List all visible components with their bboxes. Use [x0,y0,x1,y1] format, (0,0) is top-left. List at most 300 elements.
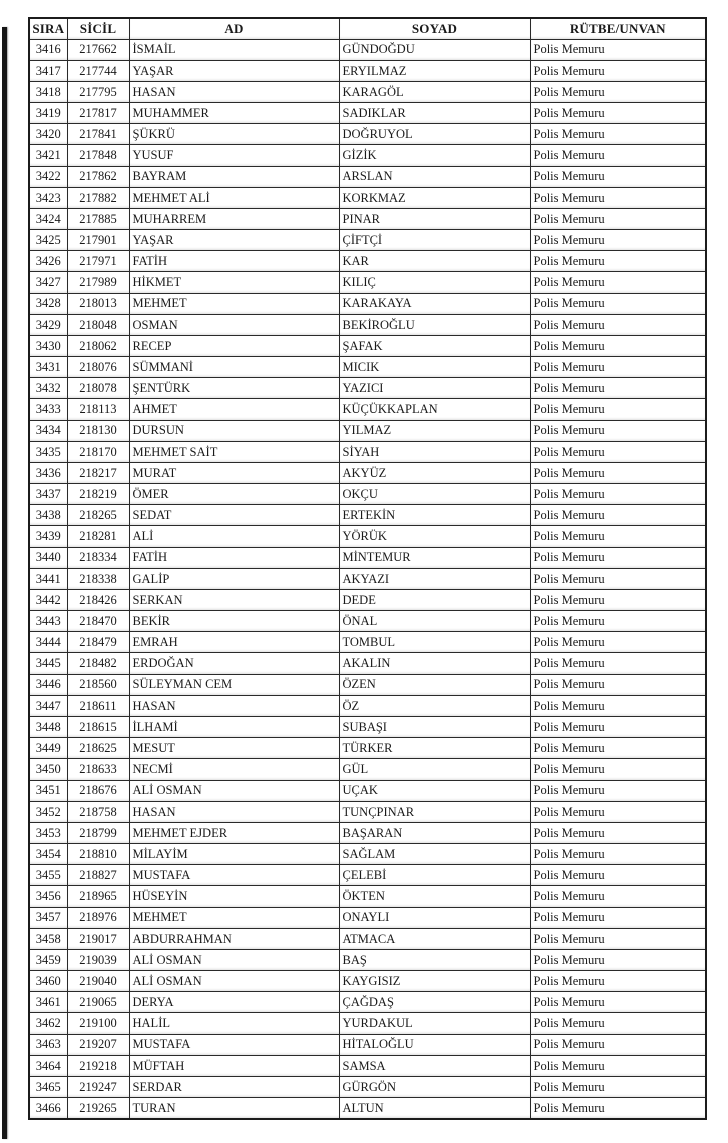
cell-rutbe: Polis Memuru [530,865,706,886]
cell-sicil: 218965 [67,886,129,907]
table-row [29,462,706,483]
cell-soyad: ÇAĞDAŞ [339,992,530,1013]
table-row [29,484,706,505]
cell-rutbe: Polis Memuru [530,717,706,738]
cell-soyad: KORKMAZ [339,187,530,208]
cell-rutbe: Polis Memuru [530,124,706,145]
cell-ad: MEHMET EJDER [129,822,339,843]
cell-rutbe: Polis Memuru [530,81,706,102]
cell-sira: 3424 [29,208,67,229]
table-row [29,399,706,420]
cell-sicil: 219017 [67,928,129,949]
table-row [29,526,706,547]
table-row [29,335,706,356]
cell-ad: EMRAH [129,632,339,653]
header-sira: SIRA [29,18,67,39]
table-row [29,293,706,314]
cell-sira: 3437 [29,484,67,505]
cell-soyad: GİZİK [339,145,530,166]
cell-ad: BEKİR [129,611,339,632]
cell-ad: FATİH [129,547,339,568]
cell-rutbe: Polis Memuru [530,103,706,124]
cell-sicil: 218633 [67,759,129,780]
cell-sicil: 218334 [67,547,129,568]
cell-ad: İLHAMİ [129,717,339,738]
cell-ad: MİLAYİM [129,844,339,865]
cell-sicil: 218799 [67,822,129,843]
cell-rutbe: Polis Memuru [530,695,706,716]
table-row [29,695,706,716]
table-row [29,1013,706,1034]
cell-ad: YAŞAR [129,60,339,81]
cell-sira: 3451 [29,780,67,801]
table-row [29,505,706,526]
cell-sira: 3457 [29,907,67,928]
cell-sira: 3465 [29,1076,67,1097]
cell-sira: 3423 [29,187,67,208]
table-row [29,780,706,801]
table-row [29,1055,706,1076]
cell-soyad: AKYAZI [339,568,530,589]
cell-sicil: 218338 [67,568,129,589]
cell-sira: 3429 [29,314,67,335]
table-row [29,632,706,653]
cell-rutbe: Polis Memuru [530,462,706,483]
table-row [29,187,706,208]
cell-rutbe: Polis Memuru [530,971,706,992]
table-row [29,230,706,251]
cell-ad: ALİ [129,526,339,547]
cell-sira: 3462 [29,1013,67,1034]
cell-soyad: ŞAFAK [339,335,530,356]
cell-sira: 3466 [29,1098,67,1119]
cell-sicil: 218479 [67,632,129,653]
cell-ad: ALİ OSMAN [129,949,339,970]
cell-sicil: 218482 [67,653,129,674]
cell-soyad: DOĞRUYOL [339,124,530,145]
cell-rutbe: Polis Memuru [530,547,706,568]
cell-ad: MEHMET SAİT [129,441,339,462]
cell-rutbe: Polis Memuru [530,1013,706,1034]
cell-rutbe: Polis Memuru [530,674,706,695]
cell-ad: İSMAİL [129,39,339,60]
cell-sira: 3458 [29,928,67,949]
header-soyad: SOYAD [339,18,530,39]
cell-soyad: DEDE [339,589,530,610]
cell-sira: 3436 [29,462,67,483]
table-row [29,145,706,166]
cell-rutbe: Polis Memuru [530,420,706,441]
cell-soyad: GÜRGÖN [339,1076,530,1097]
cell-sicil: 217862 [67,166,129,187]
cell-ad: OSMAN [129,314,339,335]
table-row [29,357,706,378]
header-ad: AD [129,18,339,39]
table-row [29,314,706,335]
cell-rutbe: Polis Memuru [530,928,706,949]
table-body [29,39,706,1119]
cell-rutbe: Polis Memuru [530,844,706,865]
cell-rutbe: Polis Memuru [530,886,706,907]
cell-ad: ÖMER [129,484,339,505]
cell-rutbe: Polis Memuru [530,293,706,314]
table-row [29,1098,706,1119]
cell-ad: ALİ OSMAN [129,780,339,801]
cell-sira: 3452 [29,801,67,822]
cell-sira: 3434 [29,420,67,441]
table-row [29,971,706,992]
cell-soyad: KARAKAYA [339,293,530,314]
cell-sicil: 217882 [67,187,129,208]
table-row [29,992,706,1013]
cell-soyad: MICIK [339,357,530,378]
cell-rutbe: Polis Memuru [530,949,706,970]
cell-soyad: SİYAH [339,441,530,462]
cell-sicil: 218217 [67,462,129,483]
cell-soyad: TUNÇPINAR [339,801,530,822]
cell-rutbe: Polis Memuru [530,992,706,1013]
table-row [29,60,706,81]
cell-sira: 3442 [29,589,67,610]
cell-sicil: 218810 [67,844,129,865]
cell-rutbe: Polis Memuru [530,399,706,420]
cell-ad: SERDAR [129,1076,339,1097]
cell-sicil: 217885 [67,208,129,229]
cell-soyad: PINAR [339,208,530,229]
cell-soyad: TÜRKER [339,738,530,759]
cell-soyad: YAZICI [339,378,530,399]
cell-ad: MEHMET [129,293,339,314]
cell-soyad: SUBAŞI [339,717,530,738]
cell-ad: GALİP [129,568,339,589]
cell-sicil: 218611 [67,695,129,716]
cell-ad: MURAT [129,462,339,483]
cell-sicil: 218170 [67,441,129,462]
cell-soyad: ÇELEBİ [339,865,530,886]
table-row [29,124,706,145]
cell-rutbe: Polis Memuru [530,907,706,928]
cell-sicil: 218048 [67,314,129,335]
header-sicil: SİCİL [67,18,129,39]
cell-soyad: BAŞARAN [339,822,530,843]
cell-rutbe: Polis Memuru [530,780,706,801]
cell-soyad: SAMSA [339,1055,530,1076]
table-row [29,272,706,293]
personnel-table [28,17,707,1120]
cell-soyad: GÜNDOĞDU [339,39,530,60]
cell-ad: MUHARREM [129,208,339,229]
cell-ad: MEHMET [129,907,339,928]
cell-sicil: 217817 [67,103,129,124]
cell-soyad: AKYÜZ [339,462,530,483]
cell-rutbe: Polis Memuru [530,187,706,208]
table-row [29,589,706,610]
cell-sicil: 217989 [67,272,129,293]
cell-sira: 3463 [29,1034,67,1055]
cell-rutbe: Polis Memuru [530,738,706,759]
cell-soyad: ALTUN [339,1098,530,1119]
cell-ad: SERKAN [129,589,339,610]
cell-sira: 3418 [29,81,67,102]
cell-rutbe: Polis Memuru [530,632,706,653]
cell-rutbe: Polis Memuru [530,335,706,356]
cell-sicil: 218076 [67,357,129,378]
cell-sicil: 218676 [67,780,129,801]
cell-ad: DERYA [129,992,339,1013]
cell-ad: ABDURRAHMAN [129,928,339,949]
table-row [29,166,706,187]
cell-sicil: 218615 [67,717,129,738]
cell-rutbe: Polis Memuru [530,378,706,399]
cell-sira: 3448 [29,717,67,738]
cell-soyad: KAYGISIZ [339,971,530,992]
cell-sira: 3446 [29,674,67,695]
cell-sicil: 217901 [67,230,129,251]
cell-sicil: 219207 [67,1034,129,1055]
cell-soyad: SAĞLAM [339,844,530,865]
cell-ad: HALİL [129,1013,339,1034]
cell-soyad: ÖKTEN [339,886,530,907]
table-row [29,568,706,589]
cell-soyad: KÜÇÜKKAPLAN [339,399,530,420]
cell-sicil: 219039 [67,949,129,970]
cell-ad: HASAN [129,801,339,822]
table-row [29,886,706,907]
cell-ad: MEHMET ALİ [129,187,339,208]
cell-soyad: ÖZ [339,695,530,716]
cell-sicil: 218976 [67,907,129,928]
cell-rutbe: Polis Memuru [530,1055,706,1076]
cell-sicil: 217971 [67,251,129,272]
cell-soyad: ERYILMAZ [339,60,530,81]
cell-sira: 3426 [29,251,67,272]
cell-rutbe: Polis Memuru [530,272,706,293]
cell-ad: MUSTAFA [129,865,339,886]
cell-sira: 3445 [29,653,67,674]
cell-sicil: 219040 [67,971,129,992]
table-row [29,717,706,738]
cell-sira: 3431 [29,357,67,378]
table-row [29,674,706,695]
cell-sicil: 217662 [67,39,129,60]
cell-rutbe: Polis Memuru [530,314,706,335]
cell-soyad: UÇAK [339,780,530,801]
cell-ad: YUSUF [129,145,339,166]
cell-rutbe: Polis Memuru [530,505,706,526]
cell-ad: TURAN [129,1098,339,1119]
cell-sira: 3441 [29,568,67,589]
cell-soyad: MİNTEMUR [339,547,530,568]
cell-sicil: 218758 [67,801,129,822]
scan-edge-artifact [2,27,7,1139]
table-row [29,81,706,102]
table-row [29,251,706,272]
cell-sira: 3432 [29,378,67,399]
cell-sira: 3439 [29,526,67,547]
table-row [29,822,706,843]
cell-sicil: 218281 [67,526,129,547]
cell-ad: MUHAMMER [129,103,339,124]
cell-sicil: 217848 [67,145,129,166]
cell-rutbe: Polis Memuru [530,1098,706,1119]
cell-sicil: 219247 [67,1076,129,1097]
cell-rutbe: Polis Memuru [530,441,706,462]
cell-sira: 3450 [29,759,67,780]
cell-sicil: 218013 [67,293,129,314]
table-row [29,801,706,822]
cell-sira: 3422 [29,166,67,187]
cell-sira: 3417 [29,60,67,81]
cell-soyad: KAR [339,251,530,272]
cell-sicil: 218470 [67,611,129,632]
cell-soyad: SADIKLAR [339,103,530,124]
cell-ad: HİKMET [129,272,339,293]
cell-sira: 3416 [29,39,67,60]
table-row [29,611,706,632]
cell-sicil: 219265 [67,1098,129,1119]
cell-sicil: 218113 [67,399,129,420]
cell-rutbe: Polis Memuru [530,166,706,187]
table-row [29,547,706,568]
cell-soyad: ERTEKİN [339,505,530,526]
cell-sira: 3430 [29,335,67,356]
cell-sira: 3443 [29,611,67,632]
cell-ad: ŞÜKRÜ [129,124,339,145]
cell-sira: 3460 [29,971,67,992]
cell-sicil: 218130 [67,420,129,441]
cell-ad: ERDOĞAN [129,653,339,674]
cell-sira: 3440 [29,547,67,568]
cell-sira: 3464 [29,1055,67,1076]
cell-sira: 3425 [29,230,67,251]
cell-sira: 3419 [29,103,67,124]
cell-rutbe: Polis Memuru [530,1076,706,1097]
cell-sira: 3444 [29,632,67,653]
cell-ad: MESUT [129,738,339,759]
cell-rutbe: Polis Memuru [530,759,706,780]
cell-sicil: 219065 [67,992,129,1013]
cell-sicil: 218625 [67,738,129,759]
cell-soyad: AKALIN [339,653,530,674]
cell-sicil: 218560 [67,674,129,695]
cell-sira: 3420 [29,124,67,145]
cell-rutbe: Polis Memuru [530,611,706,632]
table-row [29,39,706,60]
cell-soyad: BEKİROĞLU [339,314,530,335]
cell-ad: MÜFTAH [129,1055,339,1076]
cell-sira: 3461 [29,992,67,1013]
cell-soyad: HİTALOĞLU [339,1034,530,1055]
cell-sicil: 217744 [67,60,129,81]
table-row [29,907,706,928]
cell-sicil: 218827 [67,865,129,886]
table-row [29,441,706,462]
cell-sira: 3433 [29,399,67,420]
cell-rutbe: Polis Memuru [530,568,706,589]
cell-soyad: KARAGÖL [339,81,530,102]
cell-ad: YAŞAR [129,230,339,251]
cell-sicil: 218078 [67,378,129,399]
cell-sira: 3456 [29,886,67,907]
cell-soyad: YURDAKUL [339,1013,530,1034]
cell-rutbe: Polis Memuru [530,251,706,272]
cell-sicil: 219218 [67,1055,129,1076]
table-row [29,759,706,780]
table-row [29,865,706,886]
table-row [29,653,706,674]
cell-ad: FATİH [129,251,339,272]
cell-ad: ALİ OSMAN [129,971,339,992]
cell-ad: RECEP [129,335,339,356]
cell-rutbe: Polis Memuru [530,39,706,60]
cell-sira: 3447 [29,695,67,716]
cell-ad: SÜMMANİ [129,357,339,378]
cell-rutbe: Polis Memuru [530,653,706,674]
cell-soyad: YILMAZ [339,420,530,441]
table-row [29,1076,706,1097]
cell-soyad: ÖZEN [339,674,530,695]
cell-rutbe: Polis Memuru [530,526,706,547]
cell-sicil: 218219 [67,484,129,505]
cell-sira: 3449 [29,738,67,759]
header-rutbe: RÜTBE/UNVAN [530,18,706,39]
cell-ad: HÜSEYİN [129,886,339,907]
cell-soyad: OKÇU [339,484,530,505]
cell-ad: NECMİ [129,759,339,780]
cell-sira: 3459 [29,949,67,970]
cell-soyad: ATMACA [339,928,530,949]
cell-ad: DURSUN [129,420,339,441]
cell-ad: AHMET [129,399,339,420]
cell-rutbe: Polis Memuru [530,484,706,505]
cell-ad: BAYRAM [129,166,339,187]
cell-sira: 3435 [29,441,67,462]
cell-ad: ŞENTÜRK [129,378,339,399]
cell-soyad: GÜL [339,759,530,780]
cell-soyad: ÇİFTÇİ [339,230,530,251]
cell-rutbe: Polis Memuru [530,60,706,81]
table-row [29,738,706,759]
table-row [29,378,706,399]
cell-sicil: 217841 [67,124,129,145]
cell-sira: 3427 [29,272,67,293]
table-row [29,1034,706,1055]
cell-soyad: YÖRÜK [339,526,530,547]
table-row [29,928,706,949]
cell-sicil: 218426 [67,589,129,610]
cell-sira: 3455 [29,865,67,886]
cell-sira: 3421 [29,145,67,166]
cell-sicil: 217795 [67,81,129,102]
cell-rutbe: Polis Memuru [530,1034,706,1055]
table-row [29,844,706,865]
cell-soyad: BAŞ [339,949,530,970]
cell-sicil: 218062 [67,335,129,356]
cell-soyad: ONAYLI [339,907,530,928]
cell-sira: 3453 [29,822,67,843]
cell-ad: HASAN [129,81,339,102]
cell-soyad: ARSLAN [339,166,530,187]
cell-rutbe: Polis Memuru [530,357,706,378]
cell-sira: 3438 [29,505,67,526]
cell-rutbe: Polis Memuru [530,589,706,610]
cell-rutbe: Polis Memuru [530,822,706,843]
cell-rutbe: Polis Memuru [530,145,706,166]
cell-ad: MUSTAFA [129,1034,339,1055]
cell-soyad: TOMBUL [339,632,530,653]
table-row [29,103,706,124]
table-row [29,949,706,970]
